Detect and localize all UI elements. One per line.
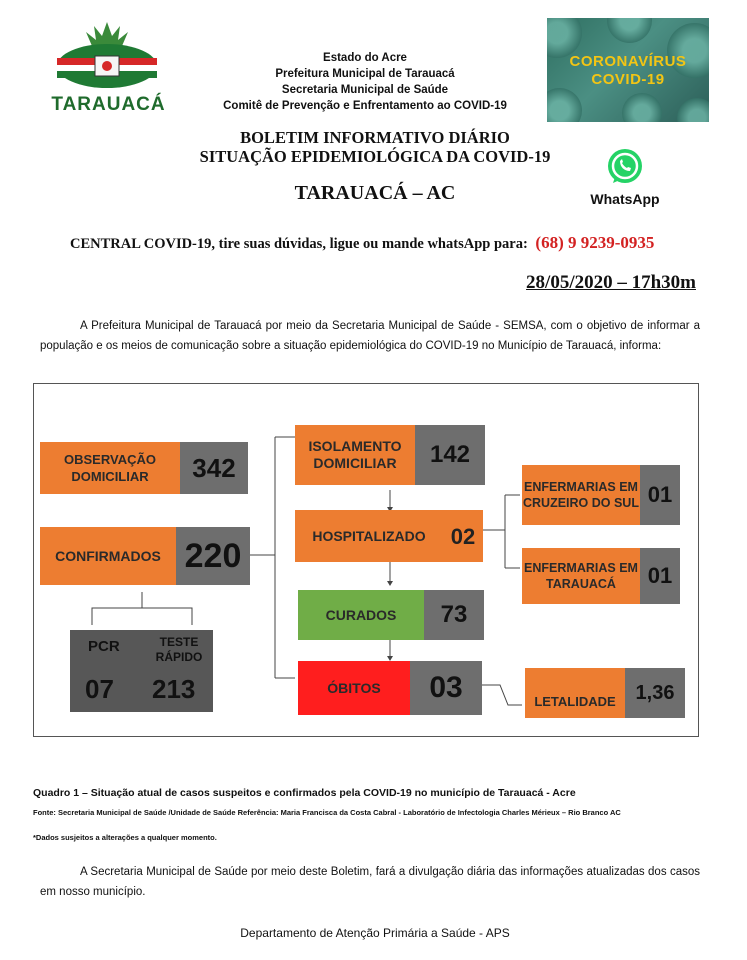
coronavirus-banner <box>547 18 709 122</box>
closing-paragraph: A Secretaria Municipal de Saúde por meio deste Boletim, fará a divulgação diária das informações atualizadas dos casos em nosso município. <box>40 866 700 898</box>
letalidade-label: LETALIDADE <box>525 668 625 718</box>
curados-value: 73 <box>424 590 484 640</box>
logo-name: TARAUACÁ <box>51 94 166 115</box>
banner-text <box>547 53 709 89</box>
enfermarias-tarauaca-value: 01 <box>640 548 680 604</box>
department-signature: Departamento de Atenção Primária a Saúde - APS <box>240 926 510 940</box>
confirmados-box <box>40 527 250 585</box>
header-institution <box>200 50 530 114</box>
enfermarias-cruzeiro-value: 01 <box>640 465 680 525</box>
teste-rapido-label: TESTE RÁPIDO <box>155 635 203 664</box>
observacao-domiciliar-box <box>40 442 248 494</box>
letalidade-value: 1,36 <box>625 668 685 718</box>
isolamento-label: ISOLAMENTO DOMICILIAR <box>295 425 415 485</box>
confirmados-label: CONFIRMADOS <box>40 527 176 585</box>
hospitalizado-label: HOSPITALIZADO <box>295 510 443 562</box>
isolamento-domiciliar-box <box>295 425 485 485</box>
central-covid-line <box>70 233 710 253</box>
disclaimer-note: *Dados susjeitos a alterações a qualquer momento. <box>33 833 217 842</box>
isolamento-value: 142 <box>415 425 485 485</box>
header-line-state: Estado do Acre <box>323 52 407 64</box>
whatsapp-label: WhatsApp <box>590 191 660 207</box>
enfermarias-cruzeiro-label: ENFERMARIAS EM CRUZEIRO DO SUL <box>522 465 640 525</box>
city-title: TARAUACÁ – AC <box>294 182 456 204</box>
obitos-label: ÓBITOS <box>298 661 410 715</box>
whatsapp-icon <box>605 147 645 187</box>
banner-line-covid: COVID-19 <box>591 71 665 88</box>
pcr-label: PCR <box>88 638 120 655</box>
letalidade-box <box>525 668 685 718</box>
header-line-prefeitura: Prefeitura Municipal de Tarauacá <box>275 68 455 80</box>
pcr-value: 07 <box>85 674 114 704</box>
hospitalizado-value: 02 <box>443 510 483 562</box>
intro-paragraph: A Prefeitura Municipal de Tarauacá por meio da Secretaria Municipal de Saúde - SEMSA, com o objetivo de informar a população e os meios de comunicação sobre a situação epidemiológica do COVID-19 no Município de Tarauacá, informa: <box>40 320 700 352</box>
teste-rapido-value: 213 <box>152 674 196 704</box>
header-line-comite: Comitê de Prevenção e Enfrentamento ao COVID-19 <box>223 100 507 112</box>
enfermarias-tarauaca-box <box>522 548 680 604</box>
testes-box <box>70 630 213 712</box>
title-line-1: BOLETIM INFORMATIVO DIÁRIO <box>240 128 510 147</box>
obitos-value: 03 <box>410 661 482 715</box>
central-phone[interactable]: (68) 9 9239-0935 <box>535 233 655 252</box>
curados-label: CURADOS <box>298 590 424 640</box>
obitos-box <box>298 661 482 715</box>
figure-caption: Quadro 1 – Situação atual de casos suspeitos e confirmados pela COVID-19 no município de Tarauacá - Acre <box>33 787 576 799</box>
enfermarias-cruzeiro-box <box>522 465 680 525</box>
header-line-secretaria: Secretaria Municipal de Saúde <box>281 84 449 96</box>
source-note: Fonte: Secretaria Municipal de Saúde /Unidade de Saúde Referência: Maria Francisca da Costa Cabral - Laboratório de Infectologia Charles Mérieux – Rio Branco AC <box>33 808 621 817</box>
title-line-2: SITUAÇÃO EPIDEMIOLÓGICA DA COVID-19 <box>199 147 551 166</box>
central-text: CENTRAL COVID-19, tire suas dúvidas, ligue ou mande whatsApp para: <box>70 236 528 252</box>
hospitalizado-box <box>295 510 483 562</box>
curados-box <box>298 590 484 640</box>
banner-line-coronavirus: CORONAVÍRUS <box>569 53 687 70</box>
bulletin-title <box>150 128 600 166</box>
observacao-value: 342 <box>180 442 248 494</box>
observacao-label: OBSERVAÇÃO DOMICILIAR <box>40 442 180 494</box>
report-date: 28/05/2020 – 17h30m <box>526 272 696 293</box>
enfermarias-tarauaca-label: ENFERMARIAS EM TARAUACÁ <box>522 548 640 604</box>
confirmados-value: 220 <box>176 527 250 585</box>
